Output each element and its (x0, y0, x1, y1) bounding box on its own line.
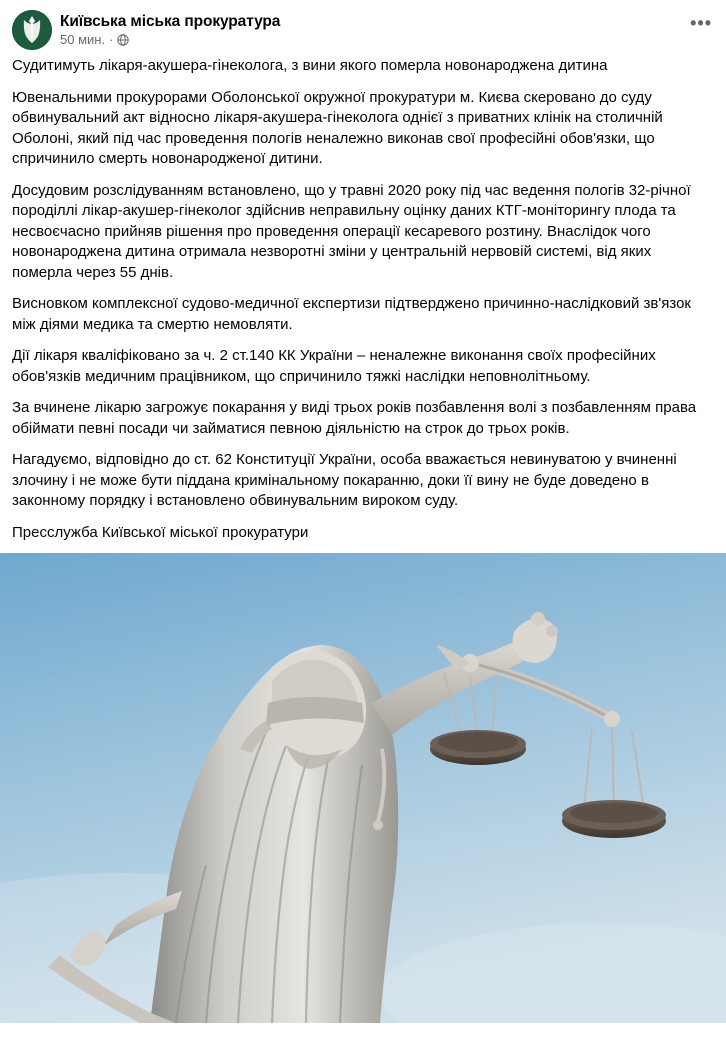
post-text (0, 56, 726, 543)
post-signature: Пресслужба Київської міської прокуратури (12, 523, 309, 541)
post-author-block (60, 10, 280, 50)
post-paragraph: Нагадуємо, відповідно до ст. 62 Конституції України, особа вважається невинуватою у вчиненні злочину і не може бути піддана кримінальному покаранню, доки її вину не буде доведено в законному порядку і встановлено обвинувальним вироком суду. (12, 451, 677, 509)
post-timestamp[interactable]: 50 мин. (60, 32, 106, 47)
post-paragraph: Ювенальними прокурорами Оболонської окружної прокуратури м. Києва скеровано до суду обвинувальний акт відносно лікаря-акушера-гінеколога однієї з приватних клінік на столичній Оболоні, який під час проведення пологів неналежно виконав свої професійні обов'язки, що спричинило смерть новонародженої дитини. (12, 88, 663, 167)
meta-separator: · (109, 32, 114, 47)
avatar[interactable] (12, 10, 52, 50)
post-paragraph: Досудовим розслідуванням встановлено, що у травні 2020 року під час ведення пологів 32-річної породіллі лікар-акушер-гінеколог здійснив неправильну оцінку даних КТГ-моніторингу плода та несвоєчасно прийняв рішення про проведення операції кесаревого розтину. Внаслідок чого новонароджена дитина отримала незворотні зміни у центральній нервовій системі, від яких померла через 55 днів. (12, 181, 691, 281)
post-photo-lady-justice[interactable] (0, 553, 726, 1023)
post-meta (60, 32, 280, 48)
post-paragraph: За вчинене лікарю загрожує покарання у виді трьох років позбавлення волі з позбавленням права обіймати певні посади чи займатися певною діяльністю на строк до трьох років. (12, 399, 697, 437)
globe-icon[interactable] (117, 34, 129, 46)
post-paragraph: Висновком комплексної судово-медичної експертизи підтверджено причинно-наслідковий зв'язок між діями медика та смертю немовляти. (12, 295, 691, 333)
post-options-menu[interactable]: ••• (690, 13, 712, 33)
post-paragraph: Дії лікаря кваліфіковано за ч. 2 ст.140 КК України – неналежне виконання своїх професійних обов'язків медичним працівником, що спричинило тяжкі наслідки неповнолітньому. (12, 347, 656, 385)
post-header (0, 0, 726, 54)
page-name[interactable]: Київська міська прокуратура (60, 13, 281, 30)
post-paragraph-headline: Судитимуть лікаря-акушера-гінеколога, з вини якого померла новонароджена дитина (12, 57, 608, 74)
